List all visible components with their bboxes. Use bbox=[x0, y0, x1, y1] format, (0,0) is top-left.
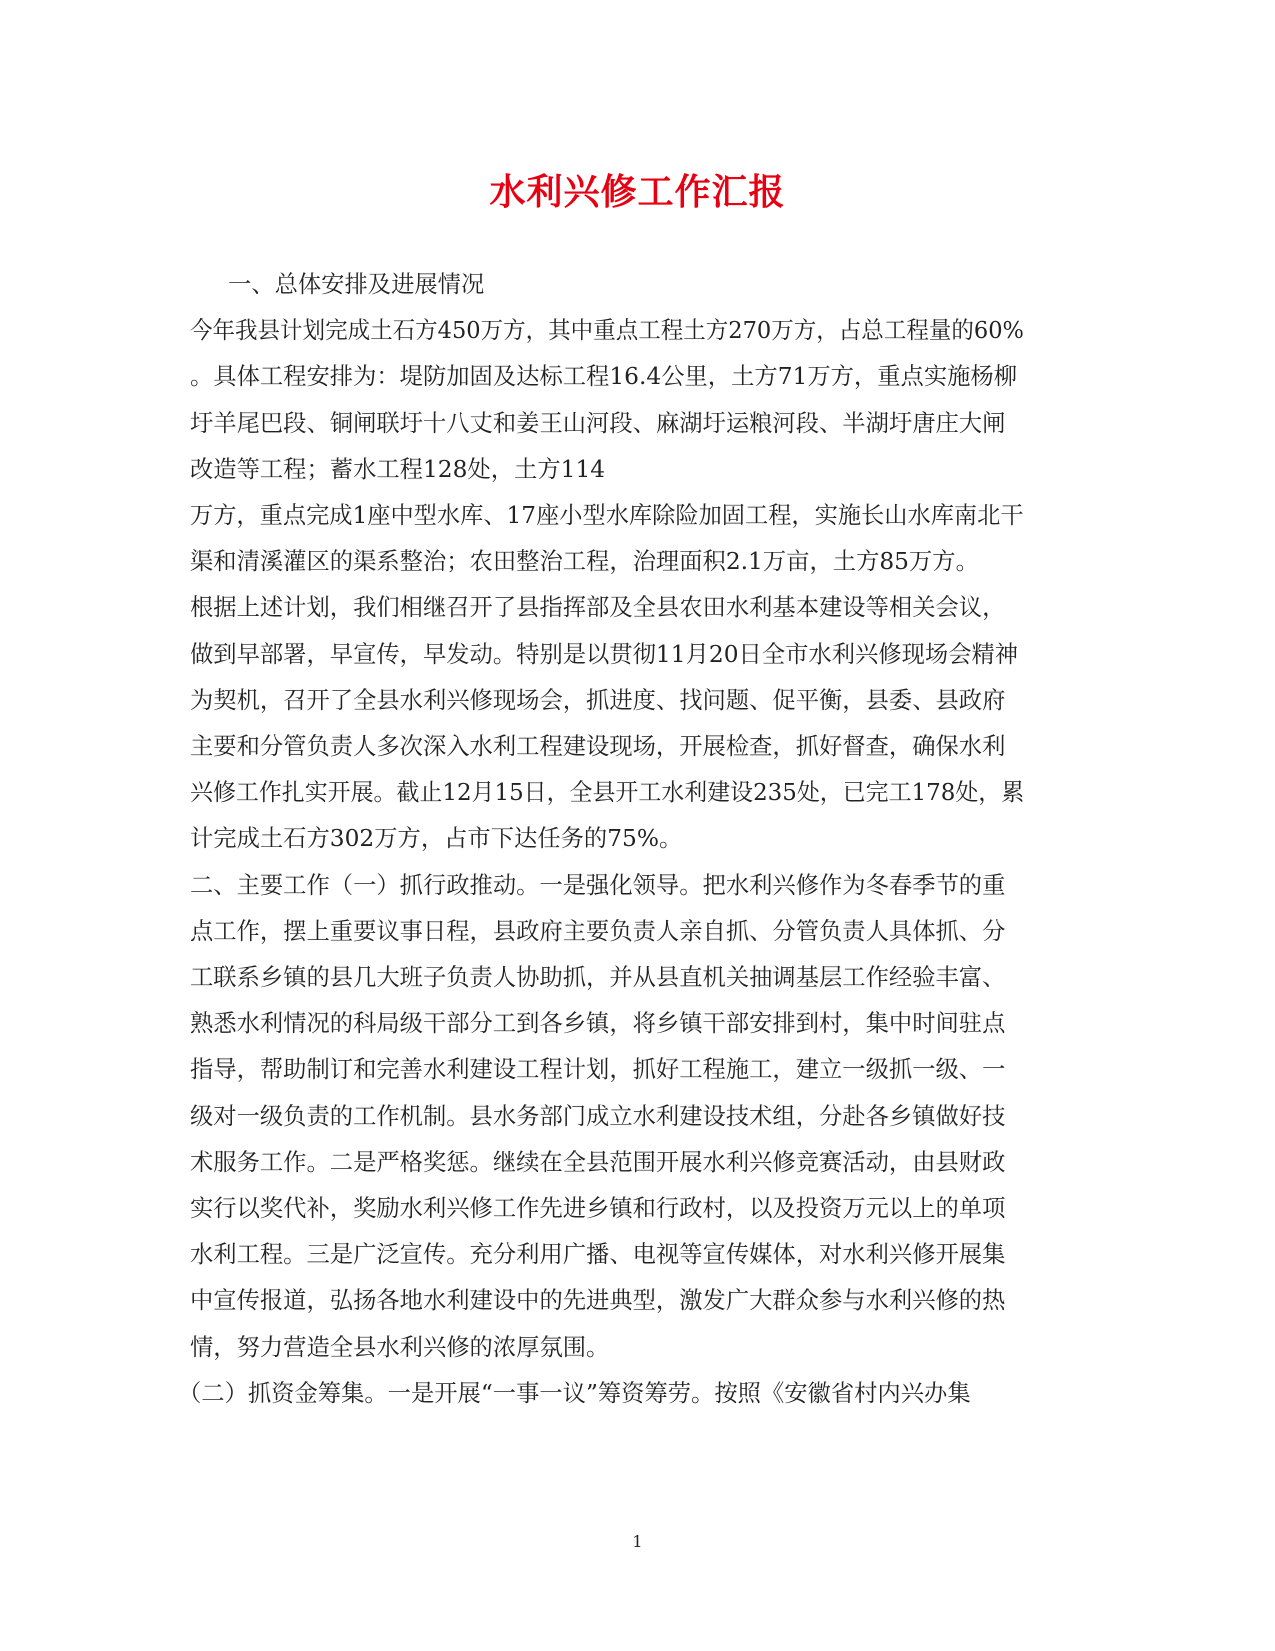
section-heading: 一、总体安排及进展情况 bbox=[228, 271, 485, 298]
body-text-line: 指导，帮助制订和完善水利建设工程计划，抓好工程施工，建立一级抓一级、一 bbox=[190, 1056, 1006, 1084]
body-text-line: 万方，重点完成1座中型水库、17座小型水库除险加固工程，实施长山水库南北干 bbox=[190, 502, 1024, 529]
body-text-line: 改造等工程；蓄水工程128处，土方114 bbox=[190, 455, 606, 483]
body-text-line: 渠和清溪灌区的渠系整治；农田整治工程，治理面积2.1万亩，土方85万方。 bbox=[190, 548, 979, 576]
body-text-line: 工联系乡镇的县几大班子负责人协助抓，并从县直机关抽调基层工作经验丰富、 bbox=[190, 964, 1006, 991]
body-text-line: 二、主要工作（一）抓行政推动。一是强化领导。把水利兴修作为冬春季节的重 bbox=[190, 871, 1006, 899]
body-text-line: 水利工程。三是广泛宣传。充分利用广播、电视等宣传媒体，对水利兴修开展集 bbox=[190, 1241, 1006, 1269]
body-text-line: 主要和分管负责人多次深入水利工程建设现场，开展检查，抓好督查，确保水利 bbox=[190, 733, 1006, 760]
body-text-line: 兴修工作扎实开展。截止12月15日，全县开工水利建设235处，已完工178处，累 bbox=[190, 779, 1025, 807]
body-text-line: 级对一级负责的工作机制。县水务部门成立水利建设技术组，分赴各乡镇做好技 bbox=[190, 1102, 1006, 1130]
body-text-line: 熟悉水利情况的科局级干部分工到各乡镇，将乡镇干部安排到村，集中时间驻点 bbox=[190, 1010, 1006, 1038]
body-text-line: 。具体工程安排为：堤防加固及达标工程16.4公里，土方71万方，重点实施杨柳 bbox=[190, 363, 1018, 391]
page-number: 1 bbox=[632, 1532, 643, 1551]
body-text-line: 为契机，召开了全县水利兴修现场会，抓进度、找问题、促平衡，县委、县政府 bbox=[190, 686, 1006, 714]
body-text-line: 计完成土石方302万方，占市下达任务的75%。 bbox=[190, 825, 683, 853]
body-text-line: 做到早部署，早宣传，早发动。特别是以贯彻11月20日全市水利兴修现场会精神 bbox=[190, 640, 1019, 668]
body-text-line: 中宣传报道，弘扬各地水利建设中的先进典型，激发广大群众参与水利兴修的热 bbox=[190, 1287, 1006, 1315]
body-text-line: 圩羊尾巴段、铜闸联圩十八丈和姜王山河段、麻湖圩运粮河段、半湖圩唐庄大闸 bbox=[190, 409, 1006, 437]
body-text-line: （二）抓资金筹集。一是开展“一事一议”筹资筹劳。按照《安徽省村内兴办集 bbox=[178, 1379, 971, 1407]
document-title: 水利兴修工作汇报 bbox=[489, 171, 786, 213]
body-text-line: 情，努力营造全县水利兴修的浓厚氛围。 bbox=[190, 1333, 610, 1361]
body-text-line: 今年我县计划完成土石方450万方，其中重点工程土方270万方，占总工程量的60% bbox=[190, 317, 1024, 345]
body-text-line: 术服务工作。二是严格奖惩。继续在全县范围开展水利兴修竞赛活动，由县财政 bbox=[190, 1148, 1006, 1176]
body-text-line: 实行以奖代补，奖励水利兴修工作先进乡镇和行政村，以及投资万元以上的单项 bbox=[190, 1195, 1006, 1222]
body-text-line: 点工作，摆上重要议事日程，县政府主要负责人亲自抓、分管负责人具体抓、分 bbox=[190, 917, 1006, 945]
body-text-line: 根据上述计划，我们相继召开了县指挥部及全县农田水利基本建设等相关会议， bbox=[190, 594, 1006, 622]
